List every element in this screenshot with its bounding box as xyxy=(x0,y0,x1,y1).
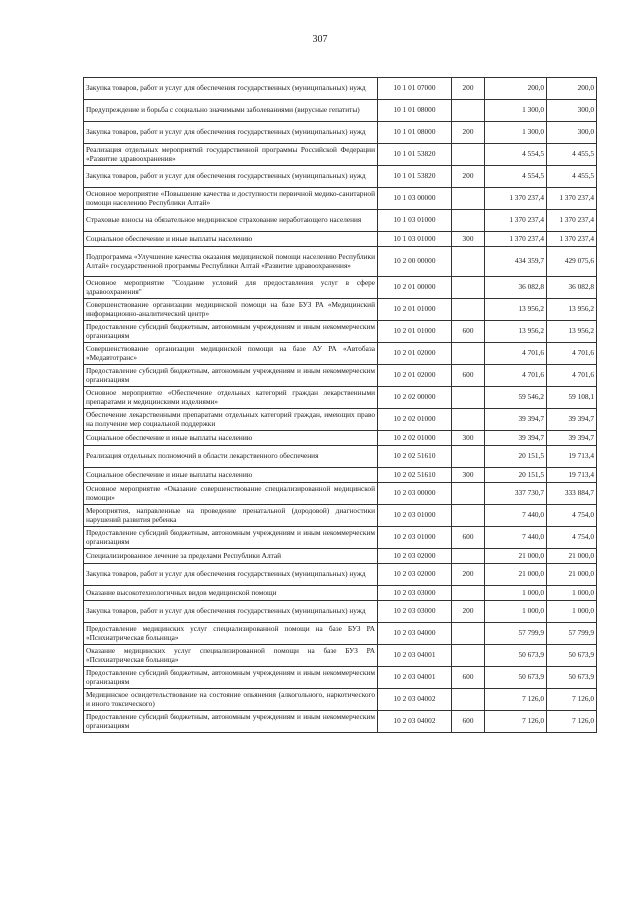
cell-type xyxy=(452,483,485,505)
cell-type: 600 xyxy=(452,365,485,387)
cell-type xyxy=(452,299,485,321)
cell-type xyxy=(452,144,485,166)
cell-v1: 39 394,7 xyxy=(485,431,547,446)
cell-type xyxy=(452,623,485,645)
cell-code: 10 2 02 51610 xyxy=(378,446,452,468)
cell-name: Социальное обеспечение и иные выплаты населению xyxy=(84,232,378,247)
cell-v1: 20 151,5 xyxy=(485,468,547,483)
cell-name: Предоставление субсидий бюджетным, автономным учреждениям и иным некоммерческим организациям xyxy=(84,667,378,689)
cell-name: Оказание медицинских услуг специализированной помощи на базе БУЗ РА «Психиатрическая больница» xyxy=(84,645,378,667)
cell-v1: 4 701,6 xyxy=(485,343,547,365)
cell-name: Мероприятия, направленные на проведение пренатальной (дородовой) диагностики нарушений развития ребенка xyxy=(84,505,378,527)
cell-v1: 13 956,2 xyxy=(485,299,547,321)
table-row xyxy=(84,409,597,431)
table-row xyxy=(84,623,597,645)
cell-v1: 1 000,0 xyxy=(485,586,547,601)
cell-v2: 200,0 xyxy=(547,78,597,100)
cell-name: Страховые взносы на обязательное медицинское страхование неработающего населения xyxy=(84,210,378,232)
cell-type: 300 xyxy=(452,232,485,247)
table-row xyxy=(84,78,597,100)
cell-v2: 13 956,2 xyxy=(547,299,597,321)
cell-v1: 1 370 237,4 xyxy=(485,188,547,210)
cell-type xyxy=(452,210,485,232)
cell-code: 10 2 03 02000 xyxy=(378,564,452,586)
cell-type: 300 xyxy=(452,431,485,446)
cell-type: 600 xyxy=(452,711,485,733)
cell-name: Основное мероприятие «Обеспечение отдельных категорий граждан лекарственными препаратами и медицинскими изделиями» xyxy=(84,387,378,409)
cell-code: 10 2 03 04000 xyxy=(378,623,452,645)
cell-name: Предоставление медицинских услуг специализированной помощи на базе БУЗ РА «Психиатрическая больница» xyxy=(84,623,378,645)
cell-v2: 36 082,8 xyxy=(547,277,597,299)
cell-v2: 1 000,0 xyxy=(547,601,597,623)
cell-v1: 434 359,7 xyxy=(485,247,547,277)
table-row xyxy=(84,299,597,321)
cell-code: 10 2 03 04002 xyxy=(378,711,452,733)
cell-code: 10 2 03 00000 xyxy=(378,483,452,505)
cell-type: 600 xyxy=(452,321,485,343)
cell-v1: 1 370 237,4 xyxy=(485,232,547,247)
cell-code: 10 2 01 02000 xyxy=(378,365,452,387)
cell-name: Закупка товаров, работ и услуг для обеспечения государственных (муниципальных) нужд xyxy=(84,78,378,100)
cell-v2: 429 075,6 xyxy=(547,247,597,277)
cell-type xyxy=(452,387,485,409)
cell-code: 10 2 02 01000 xyxy=(378,409,452,431)
cell-type: 200 xyxy=(452,601,485,623)
cell-v1: 337 730,7 xyxy=(485,483,547,505)
table-row xyxy=(84,601,597,623)
cell-v2: 19 713,4 xyxy=(547,468,597,483)
cell-type: 300 xyxy=(452,468,485,483)
cell-v1: 50 673,9 xyxy=(485,645,547,667)
cell-type xyxy=(452,247,485,277)
cell-type: 600 xyxy=(452,667,485,689)
cell-code: 10 2 03 04001 xyxy=(378,645,452,667)
cell-code: 10 2 01 01000 xyxy=(378,321,452,343)
table-row xyxy=(84,387,597,409)
cell-v2: 1 370 237,4 xyxy=(547,232,597,247)
cell-code: 10 2 02 01000 xyxy=(378,431,452,446)
cell-v1: 7 440,0 xyxy=(485,505,547,527)
cell-v1: 200,0 xyxy=(485,78,547,100)
cell-v2: 1 000,0 xyxy=(547,586,597,601)
cell-name: Закупка товаров, работ и услуг для обеспечения государственных (муниципальных) нужд xyxy=(84,601,378,623)
cell-code: 10 2 02 51610 xyxy=(378,468,452,483)
table-row xyxy=(84,232,597,247)
table-row xyxy=(84,689,597,711)
cell-type xyxy=(452,409,485,431)
cell-v1: 4 701,6 xyxy=(485,365,547,387)
cell-v2: 4 701,6 xyxy=(547,343,597,365)
cell-name: Подпрограмма «Улучшение качества оказания медицинской помощи населению Республики Алтай» государственной программы Республики Алтай «Развитие здравоохранения» xyxy=(84,247,378,277)
cell-code: 10 1 01 07000 xyxy=(378,78,452,100)
cell-v2: 4 754,0 xyxy=(547,527,597,549)
cell-v1: 21 000,0 xyxy=(485,549,547,564)
budget-table xyxy=(83,77,597,733)
cell-code: 10 1 03 01000 xyxy=(378,210,452,232)
table-row xyxy=(84,188,597,210)
table-row xyxy=(84,564,597,586)
cell-v1: 39 394,7 xyxy=(485,409,547,431)
cell-type xyxy=(452,505,485,527)
cell-type: 200 xyxy=(452,564,485,586)
cell-type xyxy=(452,689,485,711)
cell-name: Специализированное лечение за пределами Республики Алтай xyxy=(84,549,378,564)
table-row xyxy=(84,645,597,667)
table-row xyxy=(84,586,597,601)
cell-v2: 1 370 237,4 xyxy=(547,210,597,232)
cell-name: Медицинское освидетельствование на состояние опьянения (алкогольного, наркотического и иного токсического) xyxy=(84,689,378,711)
cell-name: Предупреждение и борьба с социально значимыми заболеваниями (вирусные гепатиты) xyxy=(84,100,378,122)
cell-code: 10 2 02 00000 xyxy=(378,387,452,409)
cell-name: Предоставление субсидий бюджетным, автономным учреждениям и иным некоммерческим организациям xyxy=(84,527,378,549)
cell-code: 10 2 03 04002 xyxy=(378,689,452,711)
cell-code: 10 2 03 02000 xyxy=(378,549,452,564)
cell-name: Основное мероприятие "Создание условий для предоставления услуг в сфере здравоохранения" xyxy=(84,277,378,299)
cell-v2: 50 673,9 xyxy=(547,667,597,689)
table-row xyxy=(84,505,597,527)
cell-v2: 300,0 xyxy=(547,100,597,122)
cell-code: 10 2 00 00000 xyxy=(378,247,452,277)
cell-v1: 21 000,0 xyxy=(485,564,547,586)
cell-name: Основное мероприятие «Оказание совершенствование специализированной медицинской помощи» xyxy=(84,483,378,505)
cell-v1: 7 440,0 xyxy=(485,527,547,549)
cell-name: Обеспечение лекарственными препаратами отдельных категорий граждан, имеющих право на получение мер социальной поддержки xyxy=(84,409,378,431)
table-row xyxy=(84,365,597,387)
cell-v2: 300,0 xyxy=(547,122,597,144)
cell-v2: 59 108,1 xyxy=(547,387,597,409)
cell-type xyxy=(452,549,485,564)
table-row xyxy=(84,122,597,144)
table-row xyxy=(84,343,597,365)
cell-v2: 50 673,9 xyxy=(547,645,597,667)
budget-table-body xyxy=(84,78,597,733)
cell-v2: 13 956,2 xyxy=(547,321,597,343)
cell-code: 10 1 03 00000 xyxy=(378,188,452,210)
cell-v2: 4 701,6 xyxy=(547,365,597,387)
table-row xyxy=(84,446,597,468)
cell-v1: 7 126,0 xyxy=(485,711,547,733)
table-row xyxy=(84,144,597,166)
table-row xyxy=(84,321,597,343)
cell-type: 600 xyxy=(452,527,485,549)
table-row xyxy=(84,483,597,505)
cell-name: Совершенствование организации медицинской помощи на базе АУ РА «Автобаза «Медавтотранс» xyxy=(84,343,378,365)
cell-v1: 57 799,9 xyxy=(485,623,547,645)
cell-type xyxy=(452,188,485,210)
cell-type xyxy=(452,100,485,122)
cell-v2: 39 394,7 xyxy=(547,409,597,431)
table-row xyxy=(84,549,597,564)
cell-type xyxy=(452,645,485,667)
cell-type xyxy=(452,277,485,299)
cell-name: Основное мероприятие «Повышение качества и доступности первичной медико-санитарной помощи населению Республики Алтай» xyxy=(84,188,378,210)
cell-v2: 7 126,0 xyxy=(547,711,597,733)
table-row xyxy=(84,431,597,446)
table-row xyxy=(84,277,597,299)
table-row xyxy=(84,667,597,689)
table-row xyxy=(84,527,597,549)
cell-v1: 20 151,5 xyxy=(485,446,547,468)
cell-name: Реализация отдельных полномочий в области лекарственного обеспечения xyxy=(84,446,378,468)
table-row xyxy=(84,247,597,277)
cell-v2: 1 370 237,4 xyxy=(547,188,597,210)
cell-v1: 36 082,8 xyxy=(485,277,547,299)
cell-v1: 50 673,9 xyxy=(485,667,547,689)
table-row xyxy=(84,100,597,122)
cell-type xyxy=(452,343,485,365)
table-row xyxy=(84,468,597,483)
cell-v1: 4 554,5 xyxy=(485,144,547,166)
cell-code: 10 2 03 03000 xyxy=(378,586,452,601)
cell-type: 200 xyxy=(452,78,485,100)
cell-code: 10 1 01 08000 xyxy=(378,100,452,122)
cell-name: Социальное обеспечение и иные выплаты населению xyxy=(84,468,378,483)
cell-name: Оказание высокотехнологичных видов медицинской помощи xyxy=(84,586,378,601)
cell-v1: 4 554,5 xyxy=(485,166,547,188)
cell-v1: 1 300,0 xyxy=(485,100,547,122)
cell-code: 10 1 01 53820 xyxy=(378,144,452,166)
cell-type: 200 xyxy=(452,122,485,144)
cell-v2: 4 455,5 xyxy=(547,166,597,188)
cell-code: 10 2 03 03000 xyxy=(378,601,452,623)
cell-name: Предоставление субсидий бюджетным, автономным учреждениям и иным некоммерческим организациям xyxy=(84,711,378,733)
cell-v2: 7 126,0 xyxy=(547,689,597,711)
cell-v2: 333 884,7 xyxy=(547,483,597,505)
cell-name: Предоставление субсидий бюджетным, автономным учреждениям и иным некоммерческим организациям xyxy=(84,321,378,343)
cell-v1: 1 300,0 xyxy=(485,122,547,144)
cell-v2: 4 455,5 xyxy=(547,144,597,166)
cell-code: 10 1 01 08000 xyxy=(378,122,452,144)
cell-name: Закупка товаров, работ и услуг для обеспечения государственных (муниципальных) нужд xyxy=(84,122,378,144)
cell-type: 200 xyxy=(452,166,485,188)
cell-code: 10 1 01 53820 xyxy=(378,166,452,188)
table-row xyxy=(84,210,597,232)
table-row xyxy=(84,711,597,733)
cell-v1: 1 370 237,4 xyxy=(485,210,547,232)
cell-name: Предоставление субсидий бюджетным, автономным учреждениям и иным некоммерческим организациям xyxy=(84,365,378,387)
cell-name: Закупка товаров, работ и услуг для обеспечения государственных (муниципальных) нужд xyxy=(84,166,378,188)
cell-name: Реализация отдельных мероприятий государственной программы Российской Федерации «Развитие здравоохранения» xyxy=(84,144,378,166)
cell-v1: 59 546,2 xyxy=(485,387,547,409)
cell-type xyxy=(452,586,485,601)
cell-code: 10 1 03 01000 xyxy=(378,232,452,247)
cell-v2: 39 394,7 xyxy=(547,431,597,446)
cell-code: 10 2 03 04001 xyxy=(378,667,452,689)
cell-v1: 13 956,2 xyxy=(485,321,547,343)
cell-name: Закупка товаров, работ и услуг для обеспечения государственных (муниципальных) нужд xyxy=(84,564,378,586)
page-number: 307 xyxy=(312,34,328,45)
table-row xyxy=(84,166,597,188)
cell-name: Социальное обеспечение и иные выплаты населению xyxy=(84,431,378,446)
cell-type xyxy=(452,446,485,468)
cell-v2: 21 000,0 xyxy=(547,549,597,564)
cell-code: 10 2 03 01000 xyxy=(378,527,452,549)
cell-v1: 1 000,0 xyxy=(485,601,547,623)
cell-v2: 21 000,0 xyxy=(547,564,597,586)
cell-name: Совершенствование организации медицинской помощи на базе БУЗ РА «Медицинский информационно-аналитический центр» xyxy=(84,299,378,321)
cell-v2: 57 799,9 xyxy=(547,623,597,645)
cell-code: 10 2 01 01000 xyxy=(378,299,452,321)
cell-code: 10 2 01 00000 xyxy=(378,277,452,299)
cell-code: 10 2 03 01000 xyxy=(378,505,452,527)
cell-v2: 4 754,0 xyxy=(547,505,597,527)
cell-code: 10 2 01 02000 xyxy=(378,343,452,365)
cell-v1: 7 126,0 xyxy=(485,689,547,711)
cell-v2: 19 713,4 xyxy=(547,446,597,468)
